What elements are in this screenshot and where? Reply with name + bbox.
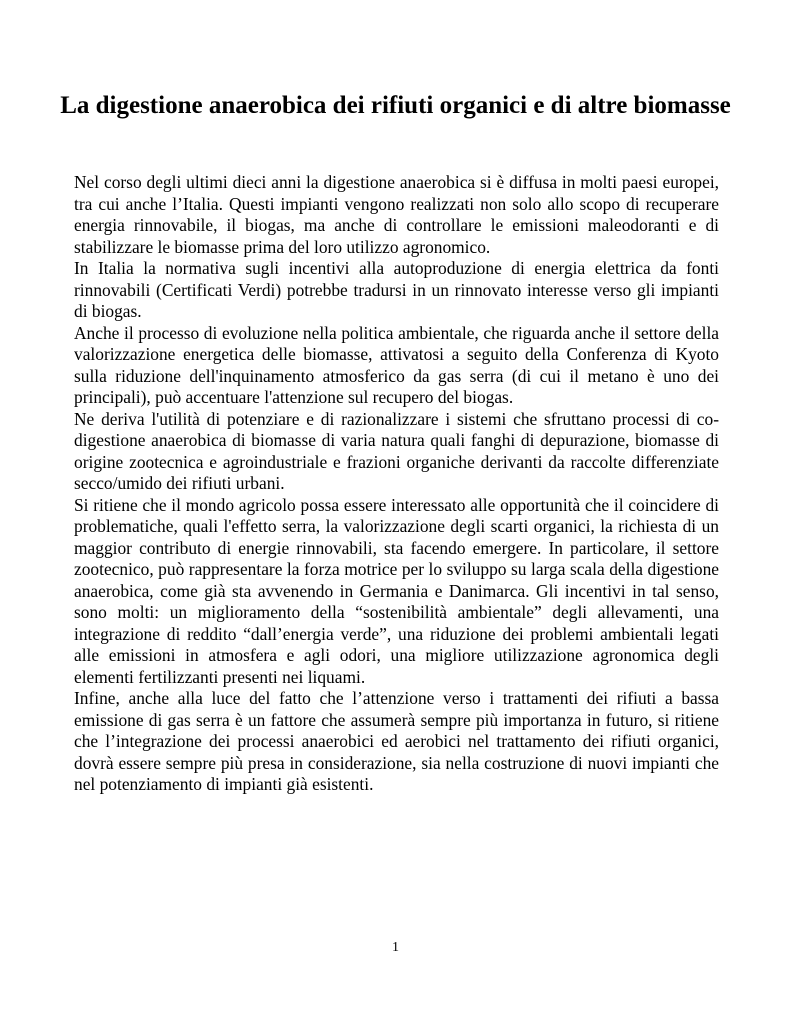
paragraph-3: Anche il processo di evoluzione nella politica ambientale, che riguarda anche il settore della valorizzazione energetica delle biomasse, attivatosi a seguito della Conferenza di Kyoto sulla riduzione dell'inquinamento atmosferico da gas serra (di cui il metano è uno dei principali), può accentuare l'attenzione sul recupero del biogas. xyxy=(74,322,719,407)
paragraph-2: In Italia la normativa sugli incentivi alla autoproduzione di energia elettrica da fonti rinnovabili (Certificati Verdi) potrebbe tradursi in un rinnovato interesse verso gli impianti di biogas. xyxy=(74,258,719,321)
paragraph-5: Si ritiene che il mondo agricolo possa essere interessato alle opportunità che il coincidere di problematiche, quali l'effetto serra, la valorizzazione degli scarti organici, la richiesta di un maggior contributo di energie rinnovabili, sta facendo emergere. In particolare, il settore zootecnico, può rappresentare la forza motrice per lo sviluppo su larga scala della digestione anaerobica, come già sta avvenendo in Germania e Danimarca. Gli incentivi in tal senso, sono molti: un miglioramento della “sostenibilità ambientale” degli allevamenti, una integrazione di reddito “dall’energia verde”, una riduzione dei problemi ambientali legati alle emissioni in atmosfera e agli odori, una migliore utilizzazione agronomica degli elementi fertilizzanti presenti nei liquami. xyxy=(74,494,719,687)
document-body xyxy=(74,172,719,796)
document-title: La digestione anaerobica dei rifiuti organici e di altre biomasse xyxy=(60,92,731,119)
page-number: 1 xyxy=(392,940,399,955)
paragraph-4: Ne deriva l'utilità di potenziare e di razionalizzare i sistemi che sfruttano processi di co-digestione anaerobica di biomasse di varia natura quali fanghi di depurazione, biomasse di origine zootecnica e agroindustriale e frazioni organiche derivanti da raccolte differenziate secco/umido dei rifiuti urbani. xyxy=(74,408,719,493)
paragraph-6: Infine, anche alla luce del fatto che l’attenzione verso i trattamenti dei rifiuti a bassa emissione di gas serra è un fattore che assumerà sempre più importanza in futuro, si ritiene che l’integrazione dei processi anaerobici ed aerobici nel trattamento dei rifiuti organici, dovrà essere sempre più presa in considerazione, sia nella costruzione di nuovi impianti che nel potenziamento di impianti già esistenti. xyxy=(74,688,719,794)
paragraph-1: Nel corso degli ultimi dieci anni la digestione anaerobica si è diffusa in molti paesi europei, tra cui anche l’Italia. Questi impianti vengono realizzati non solo allo scopo di recuperare energia rinnovabile, il biogas, ma anche di controllare le emissioni maleodoranti e di stabilizzare le biomasse prima del loro utilizzo agronomico. xyxy=(74,172,719,257)
